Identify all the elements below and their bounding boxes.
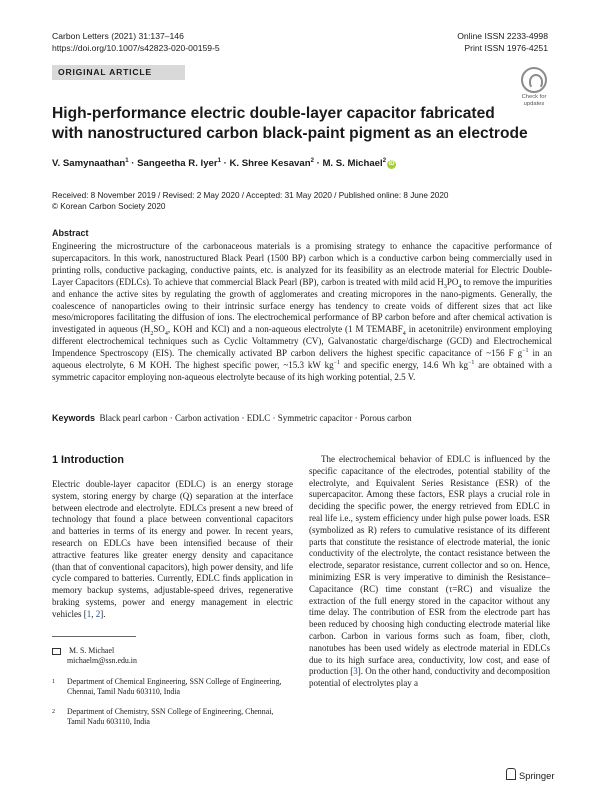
author-name[interactable]: V. Samynaathan [52, 158, 126, 169]
intro-paragraph-right: The electrochemical behavior of EDLC is influenced by the specific capacitance of the electrodes, potential stability of the electrolyte, and Equivalent Series Resistance (ESR) of the supercapacitor. Among these factors, ESR plays a crucial role in deciding the specific power, the energy retrieved from EDLC in real life i.e., system efficiency under high pulse power loads. ESR (symbolized as R) refers to cumulative resistance of its different parts that constitute the resistance of electrode material, the ionic conductivity of the electrolyte, the contact resistance between the electrode, separator resistance, current collector and so on. Hence, minimizing ESR is very imperative to diminish the Resistance–Capacitance (RC) time constant (τ=RC) and visualize the extraction of the full energy stored in the capacitor without any time delay. The contribution of ESR from the electrode part has been reduced by choosing high conducting electrode material like carbon. Carbon in various forms such as foam, fiber, cloth, nanotubes has been used widely as electrode material in EDLCs due to its high surface area, conductivity, low cost, and ease of production [3]. On the other hand, conductivity and decomposition potential of electrolytes play a [309, 454, 550, 689]
envelope-icon [52, 648, 61, 655]
author-list: V. Samynaathan$^1$ · Sangeetha R. Iyer$^1$ · K. Shree Kesavan$^2$ · M. S. Michael$^2$iD [52, 157, 395, 169]
issn-online: Online ISSN 2233-4998 [457, 31, 548, 41]
article-title: High-performance electric double-layer capacitor fabricated with nanostructured carbon black-paint pigment as an electrode [52, 105, 528, 142]
corr-name: M. S. Michael [68, 646, 115, 655]
publication-dates: Received: 8 November 2019 / Revised: 2 May 2020 / Accepted: 31 May 2020 / Published online: 8 June 2020 © Korean Carbon Society 2020 [52, 191, 449, 211]
issn-block [457, 31, 548, 54]
check-updates-label: Check for updates [521, 94, 547, 107]
orcid-icon[interactable]: iD [388, 161, 395, 167]
check-for-updates-button[interactable] [520, 67, 548, 107]
abstract-body: Engineering the microstructure of the carbonaceous materials is a promising strategy to enhance the capacitive performance of supercapacitors. In this work, nanostructured Black Pearl (1500 BP) carbon which is a conductive carbon being commercially used in printing rolls, conductive packaging, conductive paints, etc. is analyzed for its feasibility as an electrode material for Electric Double-Layer Capacitors (EDLCs). To achieve that commercial Black Pearl (BP), carbon is treated with mild acid $H_3PO_4$ to remove the impurities and enhance the active sites by regulating the growth of agglomerates and creating micropores in the nano-pigments. Generally, the coalescence of nanoparticles owing to their intrinsic surface energy has tendency to create voids of different sizes that act like meso/micropores facilitating the diffusion of ions. The electrochemical performance of BP carbon before and after chemical activation is investigated in aqueous ($H_2SO_4$, KOH and KCl) and a non-aqueous electrolyte (1 M $TEMABF_4$ in acetonitrile) environment employing different electrochemical techniques such as Cyclic Voltammetry (CV), Galvanostatic charge/discharge (GCD) and Electrochemical Impendence Spectroscopy (EIS). The chemically activated BP carbon delivers the highest specific capacitance of ~156 F $g^{-1}$ in an aqueous electrolyte, 6 M KOH. The highest specific power, ~15.3 kW $kg^{-1}$ and specific energy, 14.6 Wh $kg^{-1}$ are obtained with a symmetric capacitor employing non-aqueous electrolyte because of its high working potential, 2.5 V. [52, 241, 553, 382]
bookmark-icon [521, 67, 547, 93]
intro-paragraph-left: Electric double-layer capacitor (EDLC) is an energy storage system, storing energy by charge (Q) separation at the interface between electrode and electrolyte. EDLCs present a new breed of technology that found a place between conventional capacitors and batteries in terms of its energy and power. In recent years, research on EDLCs have been intensified because of their attractive features like greater energy density and capacitance (than that of conventional capacitors), high power density, and life cycle compared to batteries. Currently, EDLC finds application in memory backup systems, adjustable-speed drives, regenerative braking systems, power and energy management in electric vehicles [1, 2]. [52, 479, 293, 619]
author-name[interactable]: M. S. Michael [322, 158, 383, 169]
footnote-divider [52, 636, 136, 637]
issn-print: Print ISSN 1976-4251 [464, 42, 548, 53]
publisher-logo: Springer [506, 768, 554, 781]
journal-citation: Carbon Letters (2021) 31:137–146 [52, 31, 184, 41]
citation-link[interactable]: 2 [95, 608, 101, 619]
doi-link[interactable]: https://doi.org/10.1007/s42823-020-00159-5 [52, 42, 220, 53]
right-column [309, 454, 550, 690]
author-name[interactable]: K. Shree Kesavan [229, 158, 311, 169]
keywords [52, 413, 412, 423]
citation-link[interactable]: 3 [353, 666, 358, 677]
keywords-label: Keywords [52, 413, 96, 423]
citation-link[interactable]: 1 [86, 608, 92, 619]
article-type-badge: ORIGINAL ARTICLE [52, 65, 185, 80]
corresponding-author [52, 646, 287, 666]
keywords-list: Black pearl carbon · Carbon activation · EDLC · Symmetric capacitor · Porous carbon [99, 413, 412, 423]
affiliation-2: 2 Department of Chemistry, SSN College of Engineering, Chennai, Tamil Nadu 603110, India [52, 707, 274, 726]
journal-header [52, 31, 220, 54]
springer-horse-icon [506, 768, 516, 780]
affiliation-1: 1 Department of Chemical Engineering, SSN College of Engineering, Chennai, Tamil Nadu 603110, India [52, 677, 282, 696]
abstract-heading: Abstract [52, 228, 89, 238]
section-heading: 1 Introduction [52, 454, 124, 466]
author-name[interactable]: Sangeetha R. Iyer [137, 158, 218, 169]
left-column [52, 479, 293, 621]
corr-email[interactable]: michaelm@ssn.edu.in [67, 656, 137, 665]
